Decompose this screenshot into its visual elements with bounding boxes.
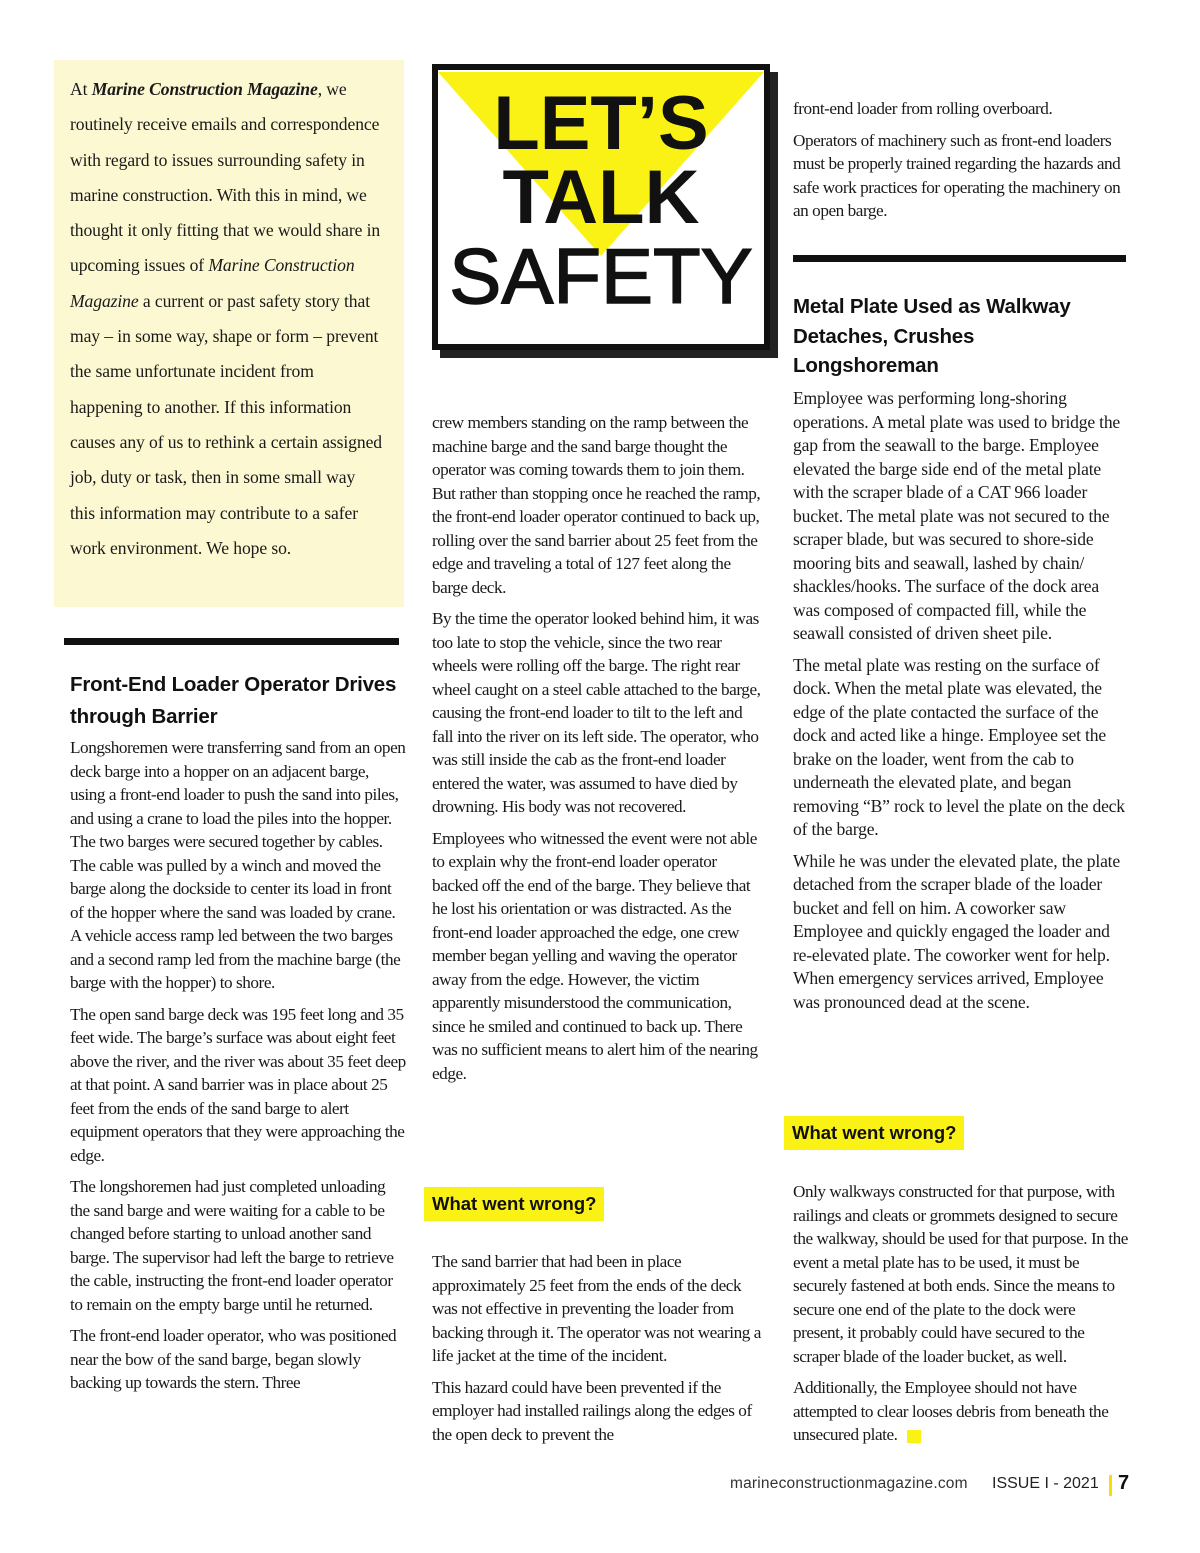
intro-text-2: a current or past safety story that may – in some way, shape or form – prevent the same unfortunate incident from happening to another. If this information causes any of us to rethink a certain assigned job, duty or task, then in some small way this information may contribute to a safer work environment. We hope so.: [70, 290, 382, 558]
story2-column: [793, 387, 1129, 1022]
story1-paragraph: The open sand barge deck was 195 feet long and 35 feet wide. The barge’s surface was about eight feet above the river, and the river was about 35 feet deep at that point. A sand barrier was in place about 25 feet from the ends of the sand barge to alert equipment operators that they were approaching the edge.: [70, 1004, 406, 1165]
story1-wrong-paragraph: The sand barrier that had been in place approximately 25 feet from the ends of the deck was not effective in preventing the loader from backing through it. The operator was not wearing a life jacket at the time of the incident.: [432, 1252, 761, 1365]
story2-wrong-column: [793, 1180, 1129, 1455]
story1-column-middle: [432, 411, 766, 1093]
story1-paragraph: Employees who witnessed the event were not able to explain why the front-end loader operator backed off the end of the barge. They believe that he lost his orientation or was distracted. As the front-end loader approached the edge, one crew member began yelling and waving the operator away from the edge. However, the victim apparently misunderstood the communication, since he smiled and continued to back up. There was no sufficient means to alert him of the nearing edge.: [432, 828, 758, 1083]
section-rule: [64, 638, 399, 645]
section-rule: [793, 255, 1126, 262]
footer-page-number: 7: [1118, 1472, 1130, 1494]
intro-magazine-name-2: Marine Construction Magazine: [70, 255, 355, 311]
story1-paragraph: By the time the operator looked behind him, it was too late to stop the vehicle, since the two rear wheels were rolling off the barge. The right rear wheel caught on a steel cable attached to the barge, causing the front-end loader to tilt to the left and fall into the river on its left side. The operator, who was still inside the cab as the front-end loader entered the water, was assumed to have died by drowning. His body was not recovered.: [432, 609, 761, 816]
lets-talk-safety-logo: [432, 64, 770, 350]
story1-what-went-wrong-label: What went wrong?: [424, 1187, 604, 1221]
logo-line-1: LET’S: [493, 81, 709, 166]
story2-wrong-paragraph: Only walkways constructed for that purpose, with railings and cleats or grommets designed to secure the walkway, should be used for that purpose. In the event a metal plate has to be used, it must be securely fastened at both ends. Since the means to secure one end of the plate to the dock were present, it probably could have secured to the scraper blade of the loader bucket, as well.: [793, 1182, 1128, 1366]
story1-wrong-column-middle: [432, 1250, 766, 1454]
logo-line-2: TALK: [502, 155, 700, 240]
intro-box: [54, 60, 404, 607]
footer-issue: ISSUE I - 2021: [992, 1475, 1099, 1492]
story1-wrong-paragraph: Operators of machinery such as front-end loaders must be properly trained regarding the hazards and safe work practices for operating the machinery on an open barge.: [793, 130, 1121, 220]
story1-title-line-1: Front-End Loader Operator Drives: [70, 673, 397, 696]
story1-title-line-2: through Barrier: [70, 704, 218, 728]
story2-title: [793, 292, 1133, 381]
intro-lead: At: [70, 79, 92, 99]
story2-paragraph: While he was under the elevated plate, the plate detached from the scraper blade of the loader bucket and fell on him. A coworker saw Employee and quickly engaged the loader and re-elevated plate. The coworker went for help. When emergency services arrived, Employee was pronounced dead at the scene.: [793, 850, 1120, 1012]
story2-paragraph: Employee was performing long-shoring operations. A metal plate was used to bridge the gap from the seawall to the barge. Employee elevated the barge side end of the metal plate with the scraper blade of a CAT 966 loader bucket. The metal plate was not secured to the scraper blade, but was secured to shore-side mooring bits and seawall, lashed by chain/ shackles/hooks. The surface of the dock area was composed of compacted fill, while the seawall consisted of driven sheet pile.: [793, 388, 1121, 643]
story1-title: [70, 670, 410, 731]
story1-column-right: [793, 97, 1128, 231]
story1-paragraph: Longshoremen were transferring sand from an open deck barge into a hopper on an adjacent barge, using a front-end loader to push the sand into piles, and using a crane to load the piles into the hopper. The two barges were secured together by cables. The cable was pulled by a winch and moved the barge along the dockside to center its load in front of the hopper where the sand was loaded by crane. A vehicle access ramp led between the two barges and a second ramp led from the machine barge (the barge with the hopper) to shore.: [70, 738, 406, 992]
footer-website: marineconstructionmagazine.com: [730, 1475, 968, 1492]
story2-paragraph: The metal plate was resting on the surface of dock. When the metal plate was elevated, the edge of the plate contacted the surface of the dock and acted like a hinge. Employee set the brake on the loader, went from the cab to underneath the elevated plate, and began removing “B” rock to level the plate on the deck of the barge.: [793, 654, 1125, 839]
end-mark-icon: [907, 1430, 921, 1443]
story2-title-line-1: Metal Plate Used as Walkway: [793, 295, 1071, 318]
intro-magazine-name: Marine Construction Magazine: [91, 79, 318, 99]
story1-paragraph: crew members standing on the ramp between the machine barge and the sand barge thought the operator was coming towards them to join them. But rather than stopping once he reached the ramp, the front-end loader operator continued to back up, rolling over the sand barrier about 25 feet from the edge and traveling a total of 127 feet along the barge deck.: [432, 413, 761, 597]
story2-closing-text: Additionally, the Employee should not have attempted to clear looses debris from beneath the unsecured plate.: [793, 1378, 1109, 1444]
story2-title-line-3: Longshoreman: [793, 354, 939, 377]
story1-wrong-paragraph: This hazard could have been prevented if the employer had installed railings along the edges of the open deck to prevent the: [432, 1377, 752, 1444]
intro-text-1: , we routinely receive emails and correspondence with regard to issues surrounding safety in marine construction. With this in mind, we thought it only fitting that we would share in upcoming issues of: [70, 79, 381, 276]
story1-paragraph: The longshoremen had just completed unloading the sand barge and were waiting for a cable to be changed before starting to unload another sand barge. The supervisor had left the barge to retrieve the cable, instructing the front-end loader operator to remain on the empty barge until he returned.: [70, 1177, 394, 1314]
story1-wrong-paragraph: front-end loader from rolling overboard.: [793, 99, 1053, 118]
story2-title-line-2: Detaches, Crushes: [793, 324, 975, 348]
story1-paragraph: The front-end loader operator, who was positioned near the bow of the sand barge, began slowly backing up towards the stern. Three: [70, 1326, 397, 1392]
footer-divider: [1109, 1475, 1112, 1496]
story2-wrong-paragraph: [793, 1376, 1129, 1447]
logo-line-3: SAFETY: [449, 232, 753, 320]
page-footer: [730, 1472, 1130, 1499]
story1-column-left: [70, 736, 406, 1403]
story2-what-went-wrong-label: What went wrong?: [784, 1116, 964, 1150]
